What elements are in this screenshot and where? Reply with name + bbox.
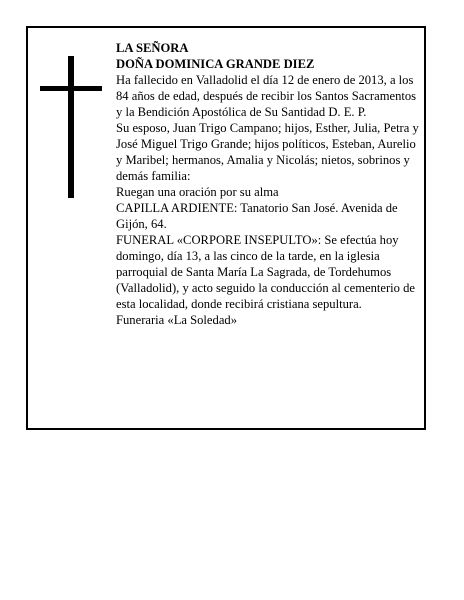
prayer-request: Ruegan una oración por su alma — [116, 185, 279, 199]
cross-horizontal-bar — [40, 86, 102, 91]
family-list: Su esposo, Juan Trigo Campano; hijos, Esther, Julia, Petra y José Miguel Trigo Grande; hijos políticos, Esteban, Aurelio y Maribel; hermanos, Amalia y Nicolás; nietos, sobrinos y demás familia: — [116, 121, 419, 183]
death-announcement: Ha fallecido en Valladolid el día 12 de enero de 2013, a los 84 años de edad, después de recibir los Santos Sacramentos y la Bendición Apostólica de Su Santidad D. E. P. — [116, 73, 417, 119]
notice-heading: LA SEÑORA — [116, 41, 189, 55]
obituary-notice — [26, 26, 426, 430]
chapel-info: CAPILLA ARDIENTE: Tanatorio San José. Avenida de Gijón, 64. — [116, 201, 398, 231]
notice-text — [116, 40, 422, 328]
funeral-info: FUNERAL «CORPORE INSEPULTO»: Se efectúa hoy domingo, día 13, a las cinco de la tarde, en la iglesia parroquial de Santa María La Sagrada, de Tordehumos (Valladolid), y acto seguido la conducción al cementerio de esta localidad, donde recibirá cristiana sepultura. — [116, 233, 415, 311]
cross-vertical-bar — [68, 56, 74, 198]
deceased-name: DOÑA DOMINICA GRANDE DIEZ — [116, 57, 315, 71]
funeral-home: Funeraria «La Soledad» — [116, 313, 237, 327]
